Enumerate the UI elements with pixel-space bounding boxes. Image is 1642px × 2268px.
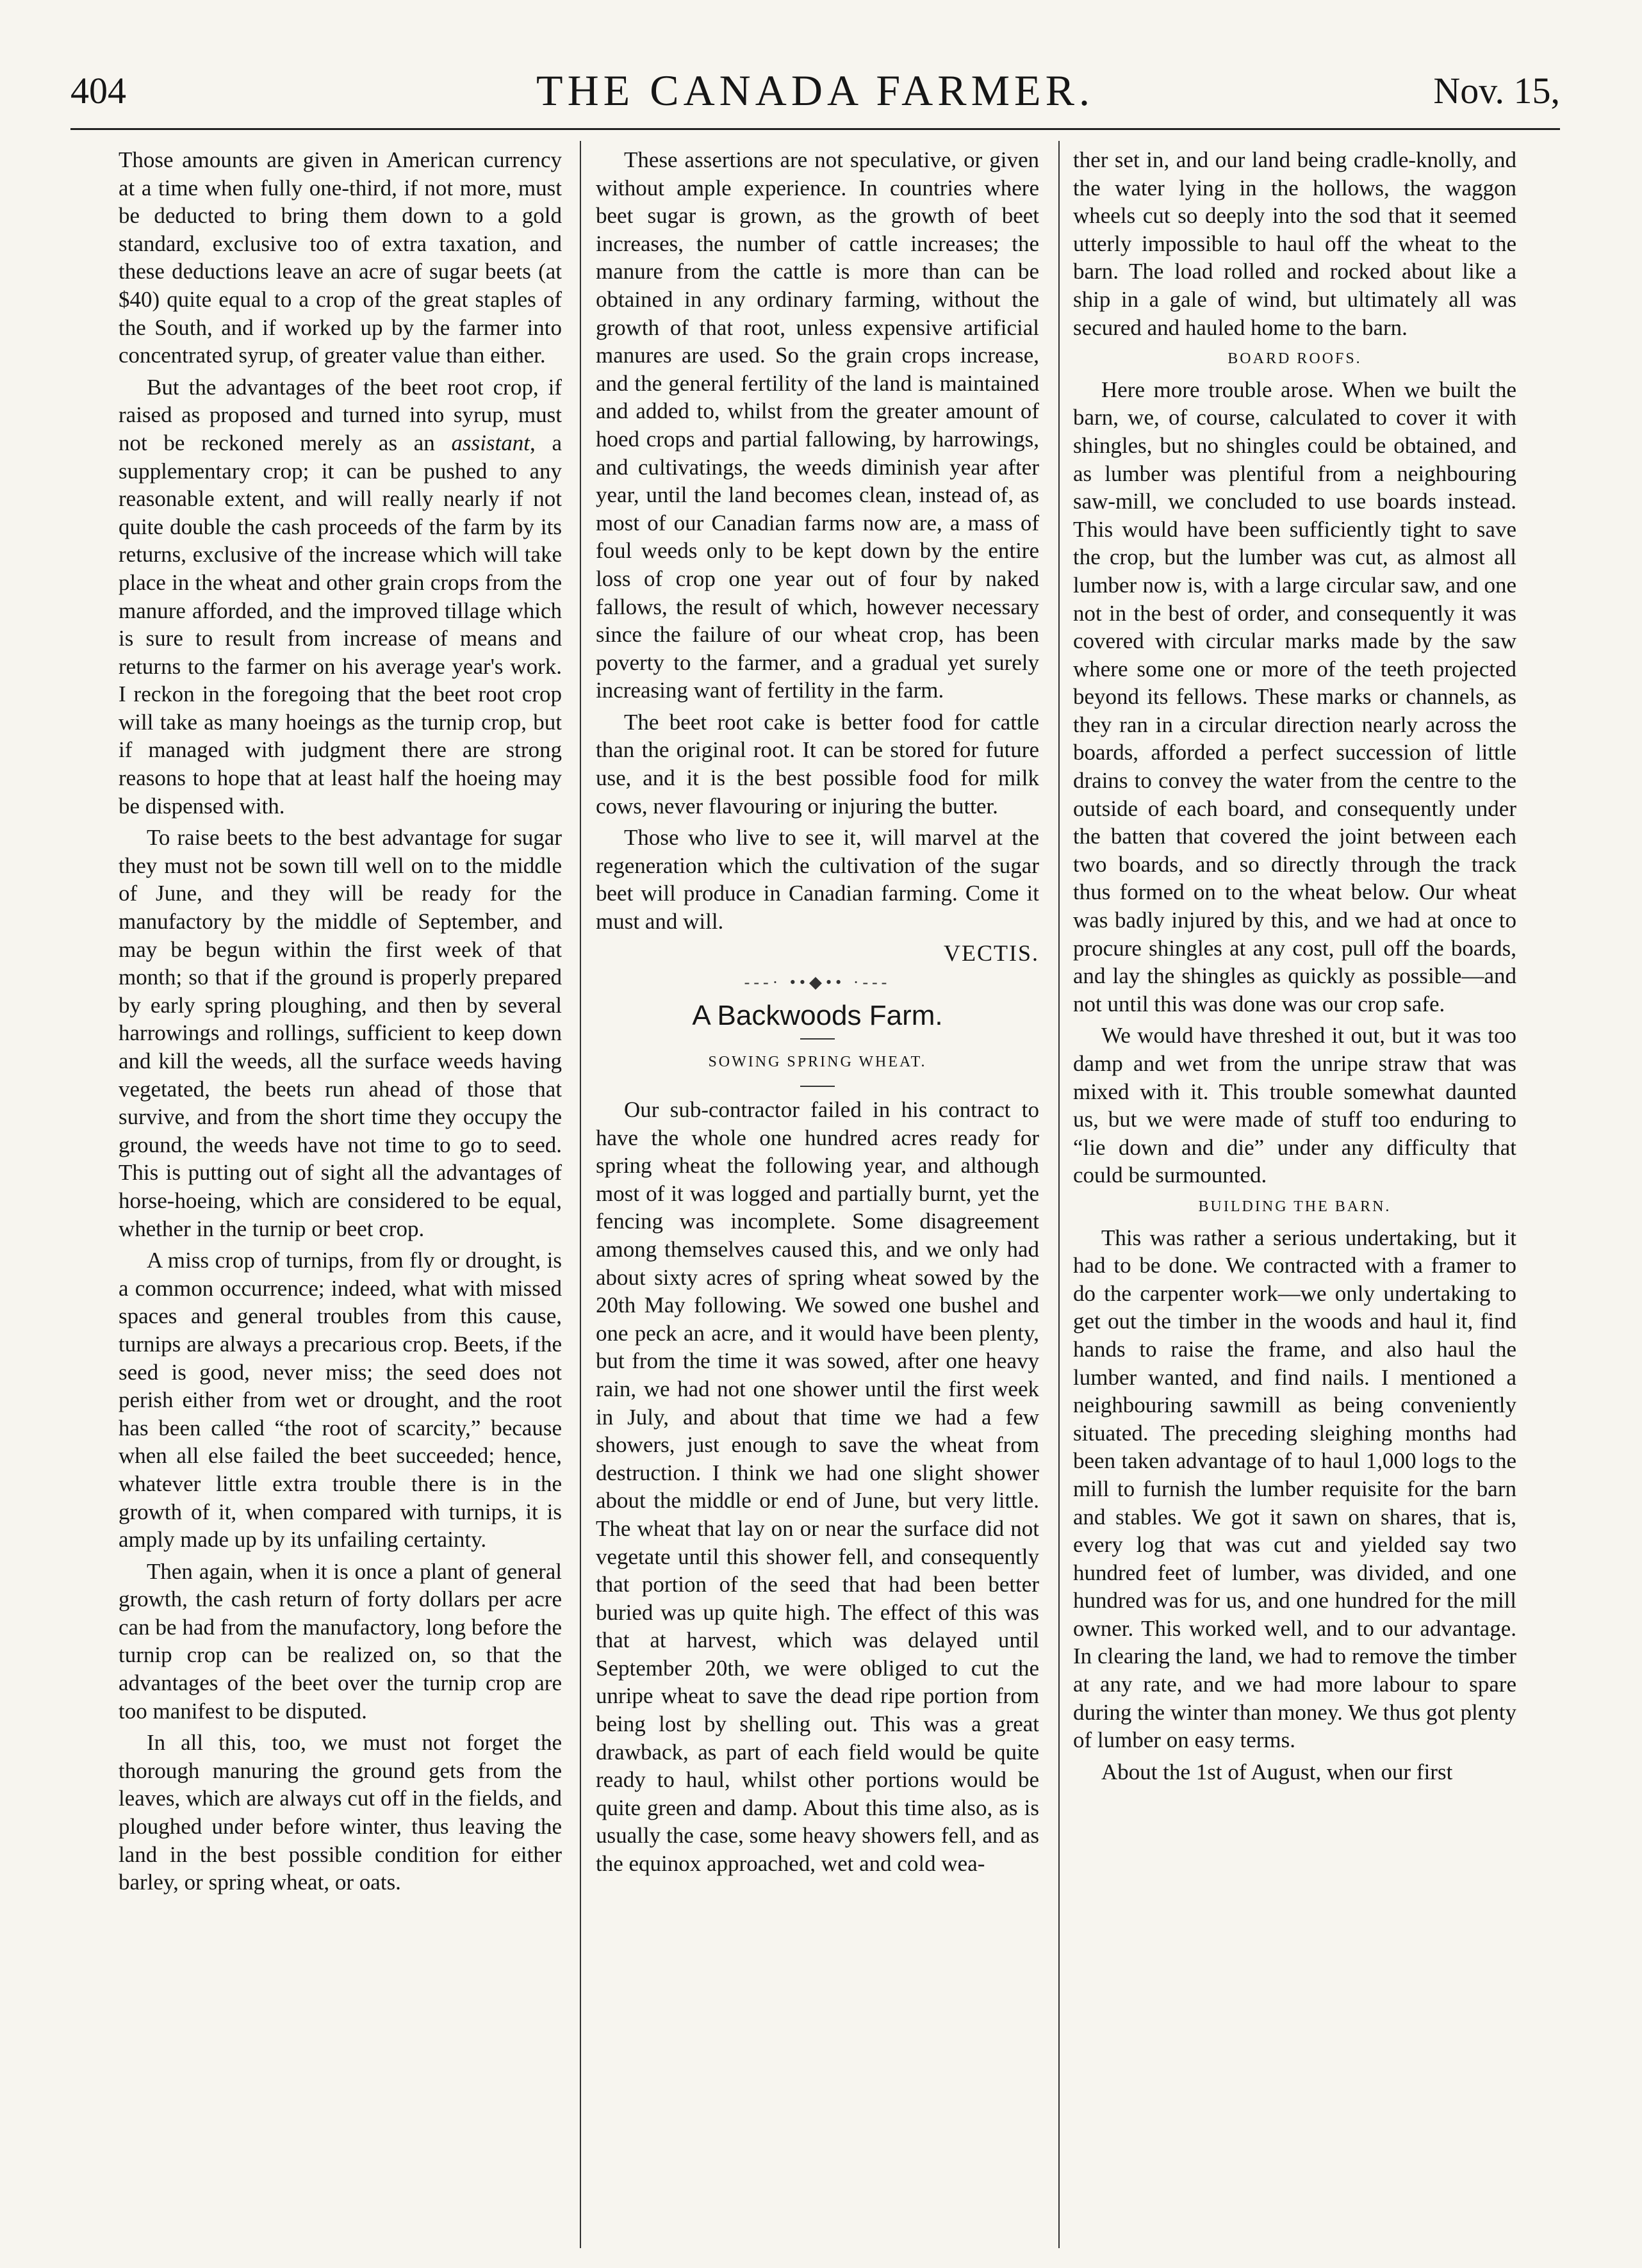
- emphasis-text: assistant: [451, 430, 530, 455]
- short-rule: [800, 1038, 835, 1040]
- paragraph: We would have threshed it out, but it was too damp and wet from the unripe straw that was mixed with it. This trouble somewhat daunted us, but we were made of stuff too enduring to “lie down and die” under any difficulty that could be surmounted.: [1073, 1023, 1516, 1188]
- section-subhead: SOWING SPRING WHEAT.: [708, 1054, 927, 1071]
- text-run: But the advantages of the beet root crop, if raised as proposed and turned into syrup, must not be reckoned merely as an: [119, 374, 562, 455]
- column-2: [596, 146, 1039, 2240]
- paragraph: These assertions are not speculative, or given without ample experience. In countries where beet sugar is grown, as the growth of beet increases, the number of cattle increases; the manure from the cattle is more than can be obtained in any ordinary farming, without the growth of that root, unless expensive artificial manures are used. So the grain crops increase, and the general fertility of the land is maintained and added to, whilst from the greater amount of hoed crops and partial fallowing, by harrowings, and cultivatings, the weeds diminish year after year, until the land becomes clean, instead of, as most of our Canadian farms now are, a mass of foul weeds only to be kept down by the entire loss of crop one year out of four by naked fallows, the result of which, however necessary since the failure of our wheat crop, has been poverty to the farmer, and a gradual yet surely increasing want of fertility in the farm.: [596, 147, 1039, 703]
- paragraph: Then again, when it is once a plant of general growth, the cash return of forty dollars per acre can be had from the manufactory, long before the turnip crop can be realized on, so that the advantages of the beet over the turnip crop are too manifest to be disputed.: [119, 1558, 562, 1724]
- paragraph: About the 1st of August, when our first: [1101, 1759, 1453, 1784]
- section-subhead: BUILDING THE BARN.: [1198, 1198, 1392, 1215]
- text-run: , a supplementary crop; it can be pushed to any reasonable extent, and will really nearly if not quite double the cash proceeds of the farm by its returns, exclusive of the increase which will take place in the wheat and other grain crops from the manure afforded, and the improved tillage which is sure to result from increase of means and returns to the farmer on his average year's work. I reckon in the foregoing that the beet root crop will take as many hoeings as the turnip crop, but if managed with judgment there are strong reasons to hope that at least half the hoeing may be dispensed with.: [119, 430, 562, 819]
- column-1: [119, 146, 562, 2240]
- article-title: A Backwoods Farm.: [692, 999, 943, 1031]
- paragraph: To raise beets to the best advantage for sugar they must not be sown till well on to the middle of June, and they will be ready for the manufactory by the middle of September, and may be begun within the first week of that month; so that if the ground is properly prepared by early spring ploughing, and then by several harrowings and rollings, sufficient to keep down and kill the weeds, all the surface weeds having vegetated, the beets run ahead of those that survive, and from the short time they occupy the ground, the weeds have not time to go to seed. This is putting out of sight all the advantages of horse-hoeing, which are considered to be equal, whether in the turnip or beet crop.: [119, 825, 562, 1241]
- paragraph: Those who live to see it, will marvel at the regeneration which the cultivation of the sugar beet will produce in Canadian farming. Come it must and will.: [596, 825, 1039, 934]
- paragraph: [119, 373, 562, 820]
- paragraph: Here more trouble arose. When we built the barn, we, of course, calculated to cover it with shingles, but no shingles could be obtained, and as lumber was plentiful from a neighbouring saw-mill, we concluded to use boards instead. This would have been sufficiently tight to save the crop, but the lumber was cut, as almost all lumber now is, with a large circular saw, and one not in the best of order, and consequently it was covered with circular marks made by the saw where some one or more of the teeth projected beyond its fellows. These marks or channels, as they ran in a circular direction nearly across the boards, afforded a perfect succession of little drains to convey the water from the centre to the outside of each board, and consequently under the batten that covered the joint between each two boards, and so directly through the track thus formed on to the wheat below. Our wheat was badly injured by this, and we had at once to procure shingles at any cost, pull off the boards, and lay the shingles as quickly as possible—and not until this was done was our crop safe.: [1073, 377, 1516, 1016]
- newspaper-title: THE CANADA FARMER.: [536, 66, 1094, 115]
- paragraph: Those amounts are given in American currency at a time when fully one-third, if not more, must be deducted to bring them down to a gold standard, exclusive too of extra taxation, and these deductions leave an acre of sugar beets (at $40) quite equal to a crop of the great staples of the South, and if worked up by the farmer into concentrated syrup, of greater value than either.: [119, 147, 562, 368]
- page-number: 404: [70, 70, 126, 111]
- paragraph: The beet root cake is better food for cattle than the original root. It can be stored for future use, and it is the best possible food for milk cows, never flavouring or injuring the butter.: [596, 709, 1039, 819]
- paragraph: A miss crop of turnips, from fly or drought, is a common occurrence; indeed, what with missed spaces and general troubles from this cause, turnips are always a precarious crop. Beets, if the seed is good, never miss; the seed does not perish either from wet or drought, and the root has been called “the root of scarcity,” because when all else failed the beet succeeded; hence, whatever little extra trouble there is in the growth of it, when compared with turnips, it is amply made up by its unfailing certainty.: [119, 1248, 562, 1553]
- masthead: [70, 56, 1560, 127]
- header-rule: [70, 128, 1560, 130]
- column-divider: [580, 141, 581, 2248]
- issue-date: Nov. 15,: [1433, 70, 1560, 111]
- author-signature: VECTIS.: [944, 940, 1039, 966]
- paragraph: This was rather a serious undertaking, but it had to be done. We contracted with a framer to do the carpenter work—we only undertaking to get out the timber in the woods and haul it, find hands to raise the frame, and also haul the lumber wanted, and find nails. I mentioned a neighbouring sawmill as being conveniently situated. The preceding sleighing months had been taken advantage of to haul 1,000 logs to the mill to furnish the lumber requisite for the barn and stables. We got it sawn on shares, that is, every log that was cut and yielded say two hundred feet of lumber, was divided, and one hundred was for us, and one hundred for the mill owner. This worked well, and to our advantage. In clearing the land, we had to remove the timber at any rate, and we had more labour to spare during the winter than money. We thus got plenty of lumber on easy terms.: [1073, 1225, 1516, 1753]
- column-3: [1073, 146, 1516, 2240]
- section-subhead: BOARD ROOFS.: [1227, 350, 1362, 368]
- column-divider: [1058, 141, 1060, 2248]
- paragraph: In all this, too, we must not forget the thorough manuring the ground gets from the leaves, which are always cut off in the fields, and ploughed under before winter, thus leaving the land in the best possible condition for either barley, or spring wheat, or oats.: [119, 1730, 562, 1895]
- short-rule: [800, 1086, 835, 1087]
- ornament-divider: ---· ••◆•• ·---: [744, 973, 891, 992]
- paragraph: ther set in, and our land being cradle-knolly, and the water lying in the hollows, the waggon wheels cut so deeply into the sod that it seemed utterly impossible to haul off the wheat to the barn. The load rolled and rocked about like a ship in a gale of wind, but ultimately all was secured and hauled home to the barn.: [1073, 147, 1516, 340]
- paragraph: Our sub-contractor failed in his contract to have the whole one hundred acres ready for spring wheat the following year, and although most of it was logged and partially burnt, yet the fencing was incomplete. Some disagreement among themselves caused this, and we only had about sixty acres of spring wheat sowed by the 20th May following. We sowed one bushel and one peck an acre, and it would have been plenty, but from the time it was sowed, after one heavy rain, we had not one shower until the first week in July, and about that time we had a few showers, just enough to save the wheat from destruction. I think we had one slight shower about the middle or end of June, but very little. The wheat that lay on or near the surface did not vegetate until this shower fell, and consequently that portion of the seed that had been better buried was up quite high. The effect of this was that at harvest, which was delayed until September 20th, we were obliged to cut the unripe wheat to save the dead ripe portion from being lost by shelling out. This was a great drawback, as part of each field would be quite ready to haul, whilst other portions would be quite green and damp. About this time also, as is usually the case, some heavy showers fell, and as the equinox approached, wet and cold wea-: [596, 1097, 1039, 1877]
